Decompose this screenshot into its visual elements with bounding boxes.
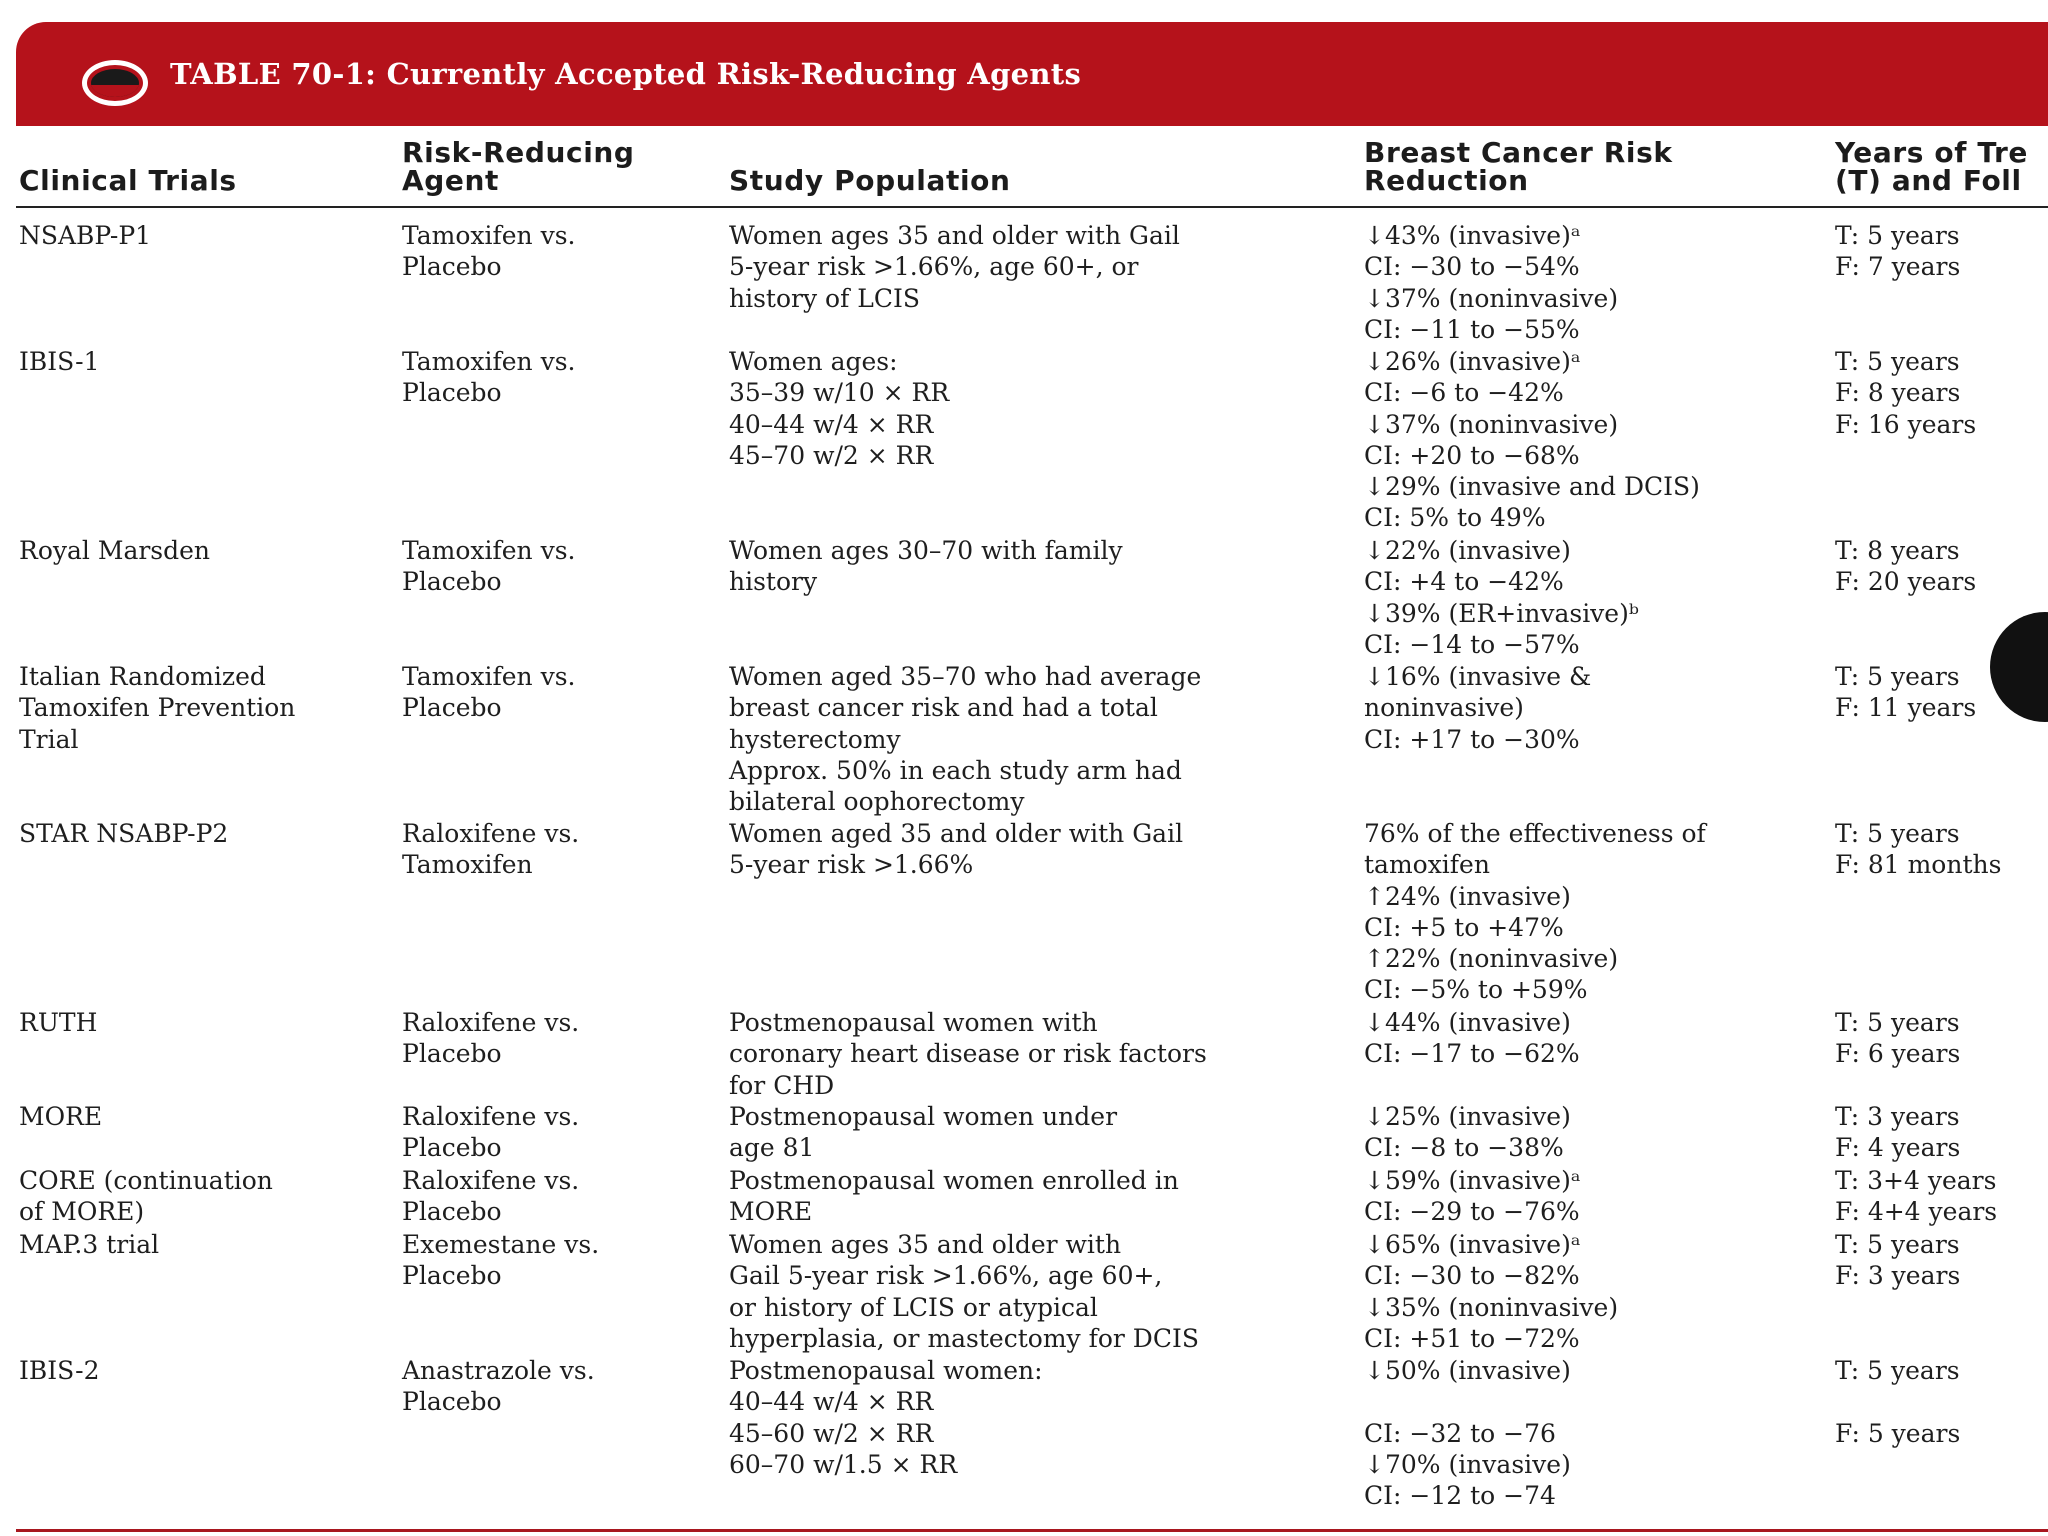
cell-line: F: 11 years (1835, 693, 1977, 723)
column-header-clinical-trials: Clinical Trials (19, 164, 237, 197)
cell-line: ↓59% (invasive)ᵃ (1364, 1166, 1581, 1195)
cell-line: Trial (19, 724, 79, 754)
cell-line: Placebo (402, 567, 502, 597)
cell-line: Tamoxifen Prevention (19, 693, 296, 723)
cell-line: Italian Randomized (19, 662, 266, 691)
table-title: TABLE 70-1: Currently Accepted Risk-Reducing Agents (170, 57, 1082, 91)
years-cell (1835, 346, 1976, 440)
cell-line: F: 7 years (1835, 252, 1961, 282)
cell-line: CI: −6 to −42% (1364, 378, 1564, 408)
cell-line: CI: +20 to −68% (1364, 440, 1580, 470)
years-cell (1835, 1165, 1997, 1228)
cell-line: Anastrazole vs. (402, 1356, 595, 1385)
cell-line: Women ages: (729, 347, 898, 376)
agent-cell (402, 1007, 579, 1070)
cell-line: MAP.3 trial (19, 1230, 160, 1259)
cell-line: 5-year risk >1.66% (729, 850, 974, 880)
cell-line: Women ages 35 and older with (729, 1230, 1122, 1259)
trial-cell (19, 1165, 273, 1228)
cell-line: breast cancer risk and had a total (729, 693, 1158, 723)
cell-line: T: 5 years (1835, 1356, 1960, 1385)
cell-line: Tamoxifen (402, 850, 533, 880)
trial-cell (19, 346, 100, 377)
reduction-cell (1364, 346, 1700, 534)
population-cell (729, 535, 1123, 598)
cell-line: F: 5 years (1835, 1418, 1961, 1448)
reduction-cell (1364, 1101, 1571, 1164)
cell-line: CI: +17 to −30% (1364, 724, 1580, 754)
cell-line: ↑22% (noninvasive) (1364, 944, 1619, 974)
cell-line: age 81 (729, 1133, 815, 1163)
reduction-cell (1364, 661, 1591, 755)
cell-line: ↓37% (noninvasive) (1364, 283, 1619, 313)
cell-line: T: 5 years (1835, 347, 1960, 376)
trial-cell (19, 1101, 102, 1132)
cell-line: ↓35% (noninvasive) (1364, 1292, 1619, 1322)
cell-line: CI: +4 to −42% (1364, 567, 1564, 597)
reduction-cell (1364, 1229, 1618, 1354)
cell-line: 40–44 w/4 × RR (729, 409, 934, 439)
cell-line: F: 81 months (1835, 850, 2002, 880)
cell-line: Raloxifene vs. (402, 819, 580, 848)
cell-line: Placebo (402, 1387, 502, 1417)
cell-line: Placebo (402, 1197, 502, 1227)
cell-line: IBIS-2 (19, 1356, 100, 1385)
cell-line: coronary heart disease or risk factors (729, 1039, 1207, 1069)
population-cell (729, 661, 1201, 817)
cell-line: Royal Marsden (19, 536, 211, 565)
trial-cell (19, 1355, 100, 1386)
years-cell (1835, 1355, 1960, 1449)
cell-line: CI: −30 to −54% (1364, 252, 1580, 282)
cell-line: CI: +51 to −72% (1364, 1323, 1580, 1353)
population-cell (729, 1007, 1207, 1101)
cell-line: F: 6 years (1835, 1039, 1961, 1069)
agent-cell (402, 220, 576, 283)
population-cell (729, 1355, 1043, 1480)
agent-cell (402, 1355, 595, 1418)
cell-line: CI: −17 to −62% (1364, 1039, 1580, 1069)
cell-line: 40–44 w/4 × RR (729, 1387, 934, 1417)
cell-line: Tamoxifen vs. (402, 662, 576, 691)
cell-line: CI: 5% to 49% (1364, 503, 1546, 533)
cell-line: CI: −8 to −38% (1364, 1133, 1564, 1163)
cell-line: IBIS-1 (19, 347, 100, 376)
cell-line: CI: −30 to −82% (1364, 1261, 1580, 1291)
cell-line: T: 3+4 years (1835, 1166, 1997, 1195)
reduction-cell (1364, 1165, 1580, 1228)
cell-line: 45–70 w/2 × RR (729, 440, 934, 470)
years-cell (1835, 220, 1960, 283)
cell-line: MORE (729, 1197, 813, 1227)
cell-line: Raloxifene vs. (402, 1166, 580, 1195)
population-cell (729, 818, 1183, 881)
cell-line: for CHD (729, 1070, 835, 1100)
cell-line: Placebo (402, 1261, 502, 1291)
reduction-cell (1364, 818, 1706, 1006)
cell-line: Placebo (402, 1039, 502, 1069)
cell-line: ↓65% (invasive)ᵃ (1364, 1230, 1581, 1259)
cell-line: 35–39 w/10 × RR (729, 378, 950, 408)
cell-line: ↓50% (invasive) (1364, 1356, 1571, 1385)
cell-line: Raloxifene vs. (402, 1008, 580, 1037)
cell-line: ↑24% (invasive) (1364, 881, 1571, 911)
cell-line: Women ages 35 and older with Gail (729, 221, 1180, 250)
trial-cell (19, 535, 210, 566)
cell-line: history of LCIS (729, 283, 921, 313)
years-cell (1835, 661, 1976, 724)
cell-line: Placebo (402, 693, 502, 723)
cell-line: CI: −12 to −74 (1364, 1481, 1556, 1511)
cell-line: STAR NSABP-P2 (19, 819, 229, 848)
cell-line: CI: −32 to −76 (1364, 1418, 1556, 1448)
trial-cell (19, 818, 228, 849)
cell-line: history (729, 567, 818, 597)
cell-line: Postmenopausal women: (729, 1356, 1043, 1385)
cell-line: CI: −14 to −57% (1364, 629, 1580, 659)
table-badge-icon (82, 60, 148, 106)
agent-cell (402, 818, 579, 881)
cell-line (1835, 1386, 1960, 1417)
cell-line: or history of LCIS or atypical (729, 1292, 1098, 1322)
agent-cell (402, 346, 576, 409)
cell-line: Postmenopausal women under (729, 1102, 1118, 1131)
cell-line: F: 8 years (1835, 378, 1961, 408)
trial-cell (19, 1229, 159, 1260)
cell-line: RUTH (19, 1008, 98, 1037)
cell-line: Raloxifene vs. (402, 1102, 580, 1131)
agent-cell (402, 535, 576, 598)
agent-cell (402, 1165, 579, 1228)
trial-cell (19, 661, 295, 755)
years-cell (1835, 1101, 1960, 1164)
population-cell (729, 1229, 1199, 1354)
cell-line: Postmenopausal women enrolled in (729, 1166, 1179, 1195)
cell-line: F: 4+4 years (1835, 1197, 1998, 1227)
page-marker-dot (1990, 612, 2048, 722)
cell-line: Tamoxifen vs. (402, 536, 576, 565)
cell-line: CI: −29 to −76% (1364, 1197, 1580, 1227)
population-cell (729, 220, 1180, 314)
population-cell (729, 346, 949, 471)
cell-line: Women aged 35 and older with Gail (729, 819, 1184, 848)
column-header-years: Years of Tre (T) and Foll (1835, 136, 2029, 197)
cell-line: ↓29% (invasive and DCIS) (1364, 472, 1700, 502)
cell-line: CI: +5 to +47% (1364, 912, 1564, 942)
years-cell (1835, 1007, 1960, 1070)
agent-cell (402, 1229, 599, 1292)
reduction-cell (1364, 1007, 1580, 1070)
trial-cell (19, 220, 151, 251)
cell-line: CI: −5% to +59% (1364, 975, 1588, 1005)
cell-line: 45–60 w/2 × RR (729, 1418, 934, 1448)
cell-line: ↓37% (noninvasive) (1364, 409, 1619, 439)
cell-line: bilateral oophorectomy (729, 787, 1025, 817)
cell-line: Exemestane vs. (402, 1230, 600, 1259)
cell-line: NSABP-P1 (19, 221, 152, 250)
cell-line: 60–70 w/1.5 × RR (729, 1449, 958, 1479)
cell-line: Placebo (402, 1133, 502, 1163)
cell-line: Gail 5-year risk >1.66%, age 60+, (729, 1261, 1163, 1291)
cell-line: Approx. 50% in each study arm had (729, 755, 1182, 785)
cell-line: ↓22% (invasive) (1364, 536, 1571, 565)
reduction-cell (1364, 535, 1639, 660)
trial-cell (19, 1007, 97, 1038)
cell-line: hysterectomy (729, 724, 901, 754)
cell-line: F: 20 years (1835, 567, 1977, 597)
cell-line: Placebo (402, 378, 502, 408)
cell-line: ↓44% (invasive) (1364, 1008, 1571, 1037)
cell-line: Postmenopausal women with (729, 1008, 1098, 1037)
cell-line: CI: −11 to −55% (1364, 314, 1580, 344)
reduction-cell (1364, 1355, 1571, 1511)
cell-line: T: 5 years (1835, 662, 1960, 691)
cell-line: Women aged 35–70 who had average (729, 662, 1202, 691)
cell-line: ↓43% (invasive)ᵃ (1364, 221, 1581, 250)
years-cell (1835, 1229, 1960, 1292)
cell-line: Placebo (402, 252, 502, 282)
population-cell (729, 1101, 1117, 1164)
cell-line: 76% of the effectiveness of (1364, 819, 1706, 848)
cell-line: T: 5 years (1835, 819, 1960, 848)
cell-line: Women ages 30–70 with family (729, 536, 1123, 565)
cell-line: Tamoxifen vs. (402, 221, 576, 250)
cell-line: Tamoxifen vs. (402, 347, 576, 376)
cell-line: CORE (continuation (19, 1166, 273, 1195)
cell-line: ↓70% (invasive) (1364, 1449, 1571, 1479)
years-cell (1835, 818, 2001, 881)
header-rule (16, 206, 2048, 208)
cell-line: T: 5 years (1835, 1008, 1960, 1037)
agent-cell (402, 661, 576, 724)
column-header-population: Study Population (729, 164, 1011, 197)
cell-line: T: 5 years (1835, 221, 1960, 250)
cell-line: ↓16% (invasive & (1364, 662, 1592, 691)
years-cell (1835, 535, 1976, 598)
cell-line: hyperplasia, or mastectomy for DCIS (729, 1323, 1199, 1353)
cell-line: MORE (19, 1102, 103, 1131)
cell-line: F: 4 years (1835, 1133, 1961, 1163)
cell-line: ↓25% (invasive) (1364, 1102, 1571, 1131)
cell-line: tamoxifen (1364, 850, 1490, 880)
cell-line: F: 3 years (1835, 1261, 1961, 1291)
column-header-risk-reduction: Breast Cancer Risk Reduction (1364, 136, 1673, 197)
cell-line: T: 3 years (1835, 1102, 1960, 1131)
column-header-agent: Risk-Reducing Agent (402, 136, 635, 197)
cell-line: ↓26% (invasive)ᵃ (1364, 347, 1581, 376)
population-cell (729, 1165, 1179, 1228)
reduction-cell (1364, 220, 1618, 345)
cell-line: T: 5 years (1835, 1230, 1960, 1259)
cell-line: T: 8 years (1835, 536, 1960, 565)
bottom-rule (16, 1529, 2048, 1532)
cell-line: F: 16 years (1835, 409, 1977, 439)
cell-line: ↓39% (ER+invasive)ᵇ (1364, 598, 1639, 628)
cell-line (1364, 1386, 1571, 1417)
cell-line: of MORE) (19, 1197, 145, 1227)
cell-line: noninvasive) (1364, 693, 1524, 723)
agent-cell (402, 1101, 579, 1164)
cell-line: 5-year risk >1.66%, age 60+, or (729, 252, 1139, 282)
